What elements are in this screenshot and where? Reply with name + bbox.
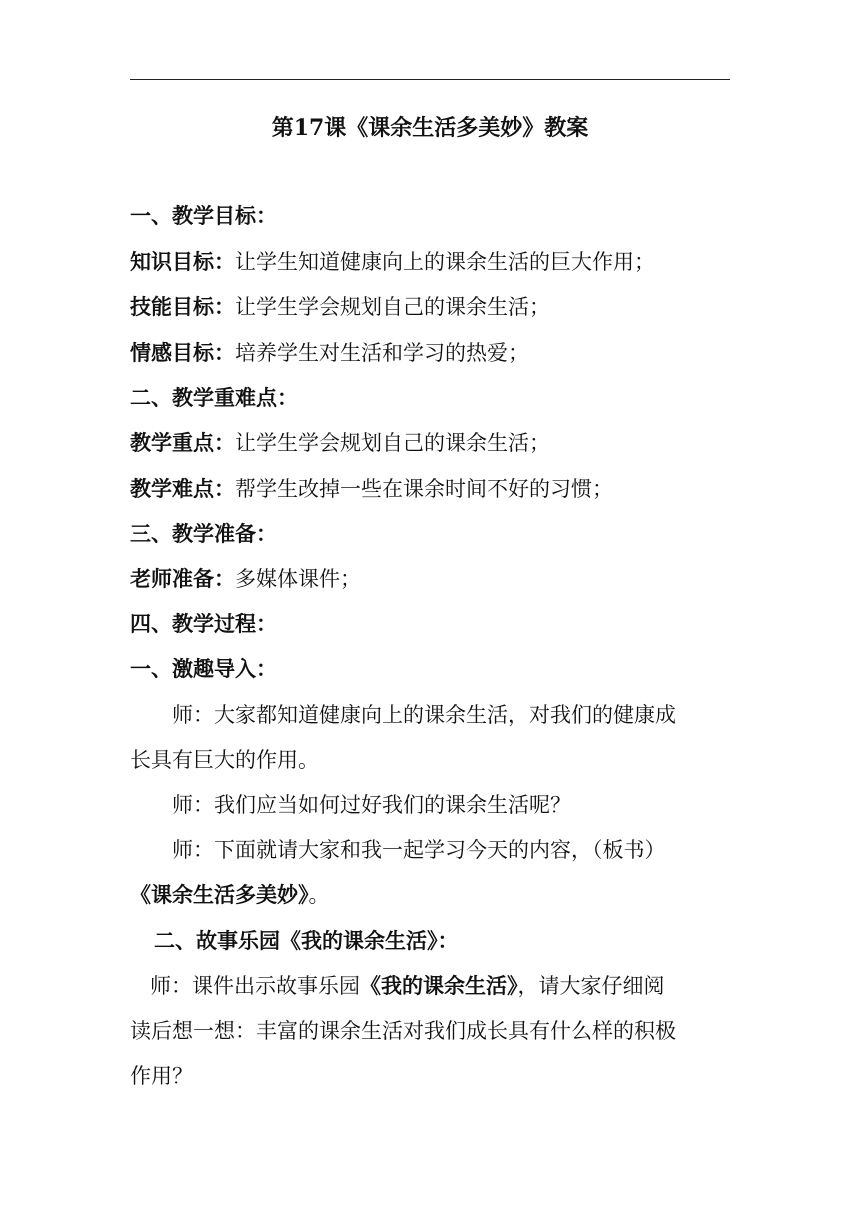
paragraph-text: 长具有巨大的作用。 [130,748,319,772]
header-rule [130,79,730,80]
item-text: 培养学生对生活和学习的热爱； [235,341,529,365]
item-text: 让学生知道健康向上的课余生活的巨大作用； [235,250,655,274]
item-label: 技能目标： [130,294,235,319]
paragraph-text: 作用？ [130,1064,193,1088]
paragraph-text: 师：课件出示故事乐园 [150,974,360,998]
paragraph-line [130,790,772,820]
heading-text: 四、教学过程： [130,611,277,636]
paragraph-line [130,1016,730,1046]
objective-knowledge [130,247,730,277]
subsection-heading-story [130,926,754,956]
paragraph-line [130,745,730,775]
paragraph-text: 师：我们应当如何过好我们的课余生活呢？ [172,793,571,817]
item-text: 让学生学会规划自己的课余生活； [235,295,550,319]
item-label: 老师准备： [130,566,235,591]
paragraph-text: 师：大家都知道健康向上的课余生活，对我们的健康成 [172,703,676,727]
paragraph-line [130,971,750,1001]
paragraph-line [130,835,772,865]
story-title-reference: 《我的课余生活》 [360,973,518,998]
objective-emotion [130,338,730,368]
objective-skill [130,292,730,322]
paragraph-text: 师：下面就请大家和我一起学习今天的内容，（板书） [172,838,666,862]
section-heading-process [130,609,730,639]
paragraph-text: ，请大家仔细阅 [517,974,665,998]
item-label: 情感目标： [130,340,235,365]
heading-text: 二、故事乐园《我的课余生活》： [154,928,459,953]
item-label: 教学难点： [130,476,235,501]
subsection-heading-intro [130,654,730,684]
item-label: 教学重点： [130,430,235,455]
document-title: 第17课《课余生活多美妙》教案 [271,115,589,141]
item-text: 帮学生改掉一些在课余时间不好的习惯； [235,477,613,501]
heading-text: 三、教学准备： [130,521,277,546]
heading-text: 一、激趣导入： [130,656,277,681]
lesson-title-reference: 《课余生活多美妙》 [130,882,309,907]
paragraph-line [130,880,730,910]
item-text: 多媒体课件； [235,567,361,591]
teacher-preparation [130,564,730,594]
paragraph-line [130,700,772,730]
item-label: 知识目标： [130,249,235,274]
difficult-point [130,474,730,504]
item-text: 让学生学会规划自己的课余生活； [235,431,550,455]
section-heading-key-points [130,383,730,413]
section-heading-preparation [130,519,730,549]
paragraph-text: 读后想一想：丰富的课余生活对我们成长具有什么样的积极 [130,1019,676,1043]
section-heading-objectives [130,201,730,231]
paragraph-text: 。 [308,883,330,907]
heading-text: 二、教学重难点： [130,385,298,410]
heading-text: 一、教学目标： [130,203,277,228]
paragraph-line [130,1061,730,1091]
key-point [130,428,730,458]
